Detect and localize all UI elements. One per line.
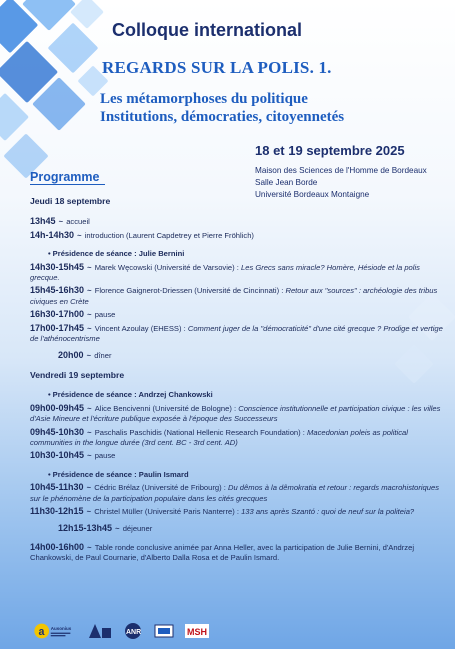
venue-line-3: Université Bordeaux Montaigne (255, 190, 370, 199)
item-time: 14h30-15h45 (30, 261, 85, 272)
schedule-item: 13h45 ~ accueil (30, 216, 90, 227)
item-text: dîner (94, 351, 112, 361)
event-title: Colloque international (112, 20, 303, 40)
talk-title: Les Grecs sans miracle? Homère, Hésiode et la polis grecque. (30, 262, 420, 283)
schedule-item: 09h00-09h45 ~ Alice Bencivenni (Université de Bologne) : Conscience institutionnelle et participation civique : les villes d'Asie Mineure et l'écriture publique exposée à l'époque des Successeurs (30, 402, 441, 424)
venue-line-2: Salle Jean Borde (255, 178, 318, 187)
speaker: Cédric Brélaz (Université de Fribourg) : (94, 483, 228, 493)
event-subtitle: REGARDS SUR LA POLIS. 1. (102, 58, 332, 77)
day-heading: Vendredi 19 septembre (30, 369, 125, 380)
session-chair: • Présidence de séance : Julie Bernini (30, 249, 448, 259)
item-time: 20h00 (58, 350, 84, 361)
item-time: 11h30-12h15 (30, 505, 84, 516)
talk-title: Du dêmos à la dêmokratia et retour : regards macrohistoriques sur le phénomène de la participation populaire dans les cités grecques (30, 483, 440, 503)
anr-label: ANR (126, 629, 142, 636)
programme-heading: Programme (30, 170, 105, 185)
schedule-item: 11h30-12h15 ~ Christel Müller (Université Paris Nanterre) : 133 ans après Szantó : quoi de neuf sur la politeia? (30, 505, 415, 516)
item-text: accueil (66, 217, 90, 227)
talk-title: Comment juger de la "démocraticité" d'une cité grecque ? Prodige et vertige de l'athénocentrisme (30, 323, 443, 344)
speaker: Paschalis Paschidis (National Hellenic Research Foundation) : (94, 427, 308, 437)
event-date: 18 et 19 septembre 2025 (255, 143, 405, 158)
session-chair: • Présidence de séance : Paulin Ismard (30, 470, 448, 480)
session-chair: • Présidence de séance : Andrzej Chankowski (30, 390, 448, 400)
item-time: 14h00-16h00 (30, 541, 85, 552)
item-text: introduction (Laurent Capdetrey et Pierre Fröhlich) (84, 230, 254, 240)
item-text: Table ronde conclusive animée par Anna Heller, avec la participation de Julie Bernini, d'Andrzej Chankowski, de Paul Cournarie, d'Alberto Dalla Rosa et de Paulin Ismard. (30, 542, 415, 563)
item-text: pause (94, 310, 116, 320)
schedule-item: 16h30-17h00 ~ pause (30, 309, 116, 320)
schedule-item: 20h00 ~ dîner (58, 350, 112, 361)
item-text: déjeuner (122, 524, 153, 534)
item-time: 14h-14h30 (30, 229, 75, 240)
item-time: 15h45-16h30 (30, 285, 85, 296)
item-time: 13h45 (30, 216, 56, 227)
schedule-item: 12h15-13h45 ~ déjeuner (58, 523, 153, 534)
item-time: 17h00-17h45 (30, 322, 85, 333)
item-time: 09h00-09h45 (30, 402, 85, 413)
speaker: Christel Müller (Université Paris Nanterre) : (94, 506, 242, 516)
theme-line-1: Les métamorphoses du politique (100, 91, 308, 107)
schedule-item: 14h00-16h00 ~ Table ronde conclusive animée par Anna Heller, avec la participation de Julie Bernini, d'Andrzej Chankowski, de Paul Cournarie, d'Alberto Dalla Rosa et de Paulin Ismard. (30, 541, 415, 563)
partner-logos (0, 613, 455, 649)
event-theme (100, 90, 344, 126)
schedule-item: 09h45-10h30 ~ Paschalis Paschidis (National Hellenic Research Foundation) : Macedonian poleis as political communities in the longue durée (3rd cent. BC - 3rd cent. AD) (30, 426, 408, 447)
talk-title: Conscience institutionnelle et participation civique : les villes d'Asie Mineure et l'écriture publique exposée à l'époque des Successeurs (30, 403, 441, 424)
talk-title: 133 ans après Szantó : quoi de neuf sur la politeia? (241, 506, 415, 516)
ausonius-logo (30, 622, 78, 640)
speaker: Vincent Azoulay (EHESS) : (94, 323, 188, 333)
theme-line-2: Institutions, démocraties, citoyennetés (100, 109, 345, 125)
anr-logo (122, 622, 144, 640)
msh-logo (184, 622, 210, 640)
ubm-logo (87, 622, 113, 640)
item-time: 09h45-10h30 (30, 426, 85, 437)
talk-title: Retour aux "sources" : archéologie des tribus civiques en Crète (30, 286, 438, 306)
university-logo (153, 622, 175, 640)
schedule-item: 15h45-16h30 ~ Florence Gaignerot-Driessen (Université de Cincinnati) : Retour aux "sources" : archéologie des tribus civiques en Crète (30, 285, 438, 306)
speaker: Florence Gaignerot-Driessen (Université de Cincinnati) : (94, 286, 286, 296)
schedule-item: 10h30-10h45 ~ pause (30, 450, 116, 461)
speaker: Alice Bencivenni (Université de Bologne) : (94, 403, 239, 413)
svg-text:a: a (38, 626, 45, 639)
item-time: 12h15-13h45 (58, 523, 113, 534)
speaker: Marek Węcowski (Université de Varsovie) : (94, 262, 241, 272)
venue-line-1: Maison des Sciences de l'Homme de Bordeaux (255, 166, 427, 175)
item-time: 10h45-11h30 (30, 482, 84, 493)
schedule-item: 14h30-15h45 ~ Marek Węcowski (Université de Varsovie) : Les Grecs sans miracle? Homère, Hésiode et la polis grecque. (30, 261, 420, 283)
item-time: 10h30-10h45 (30, 450, 85, 461)
schedule-item: 17h00-17h45 ~ Vincent Azoulay (EHESS) : Comment juger de la "démocraticité" d'une cité grecque ? Prodige et vertige de l'athénocentrisme (30, 322, 443, 344)
msh-label: MSH (187, 627, 207, 637)
item-text: pause (94, 451, 116, 461)
day-heading: Jeudi 18 septembre (30, 196, 111, 206)
schedule-item: 14h-14h30 ~ introduction (Laurent Capdetrey et Pierre Fröhlich) (30, 229, 254, 240)
ausonius-label: Ausonius (50, 626, 72, 632)
schedule-item: 10h45-11h30 ~ Cédric Brélaz (Université de Fribourg) : Du dêmos à la dêmokratia et retour : regards macrohistoriques sur le phénomène de la participation populaire dans les cités grecques (30, 482, 440, 503)
item-time: 16h30-17h00 (30, 309, 85, 320)
programme-body (30, 196, 448, 564)
talk-title: Macedonian poleis as political communities in the longue durée (3rd cent. BC - 3rd cent. AD) (30, 427, 408, 447)
